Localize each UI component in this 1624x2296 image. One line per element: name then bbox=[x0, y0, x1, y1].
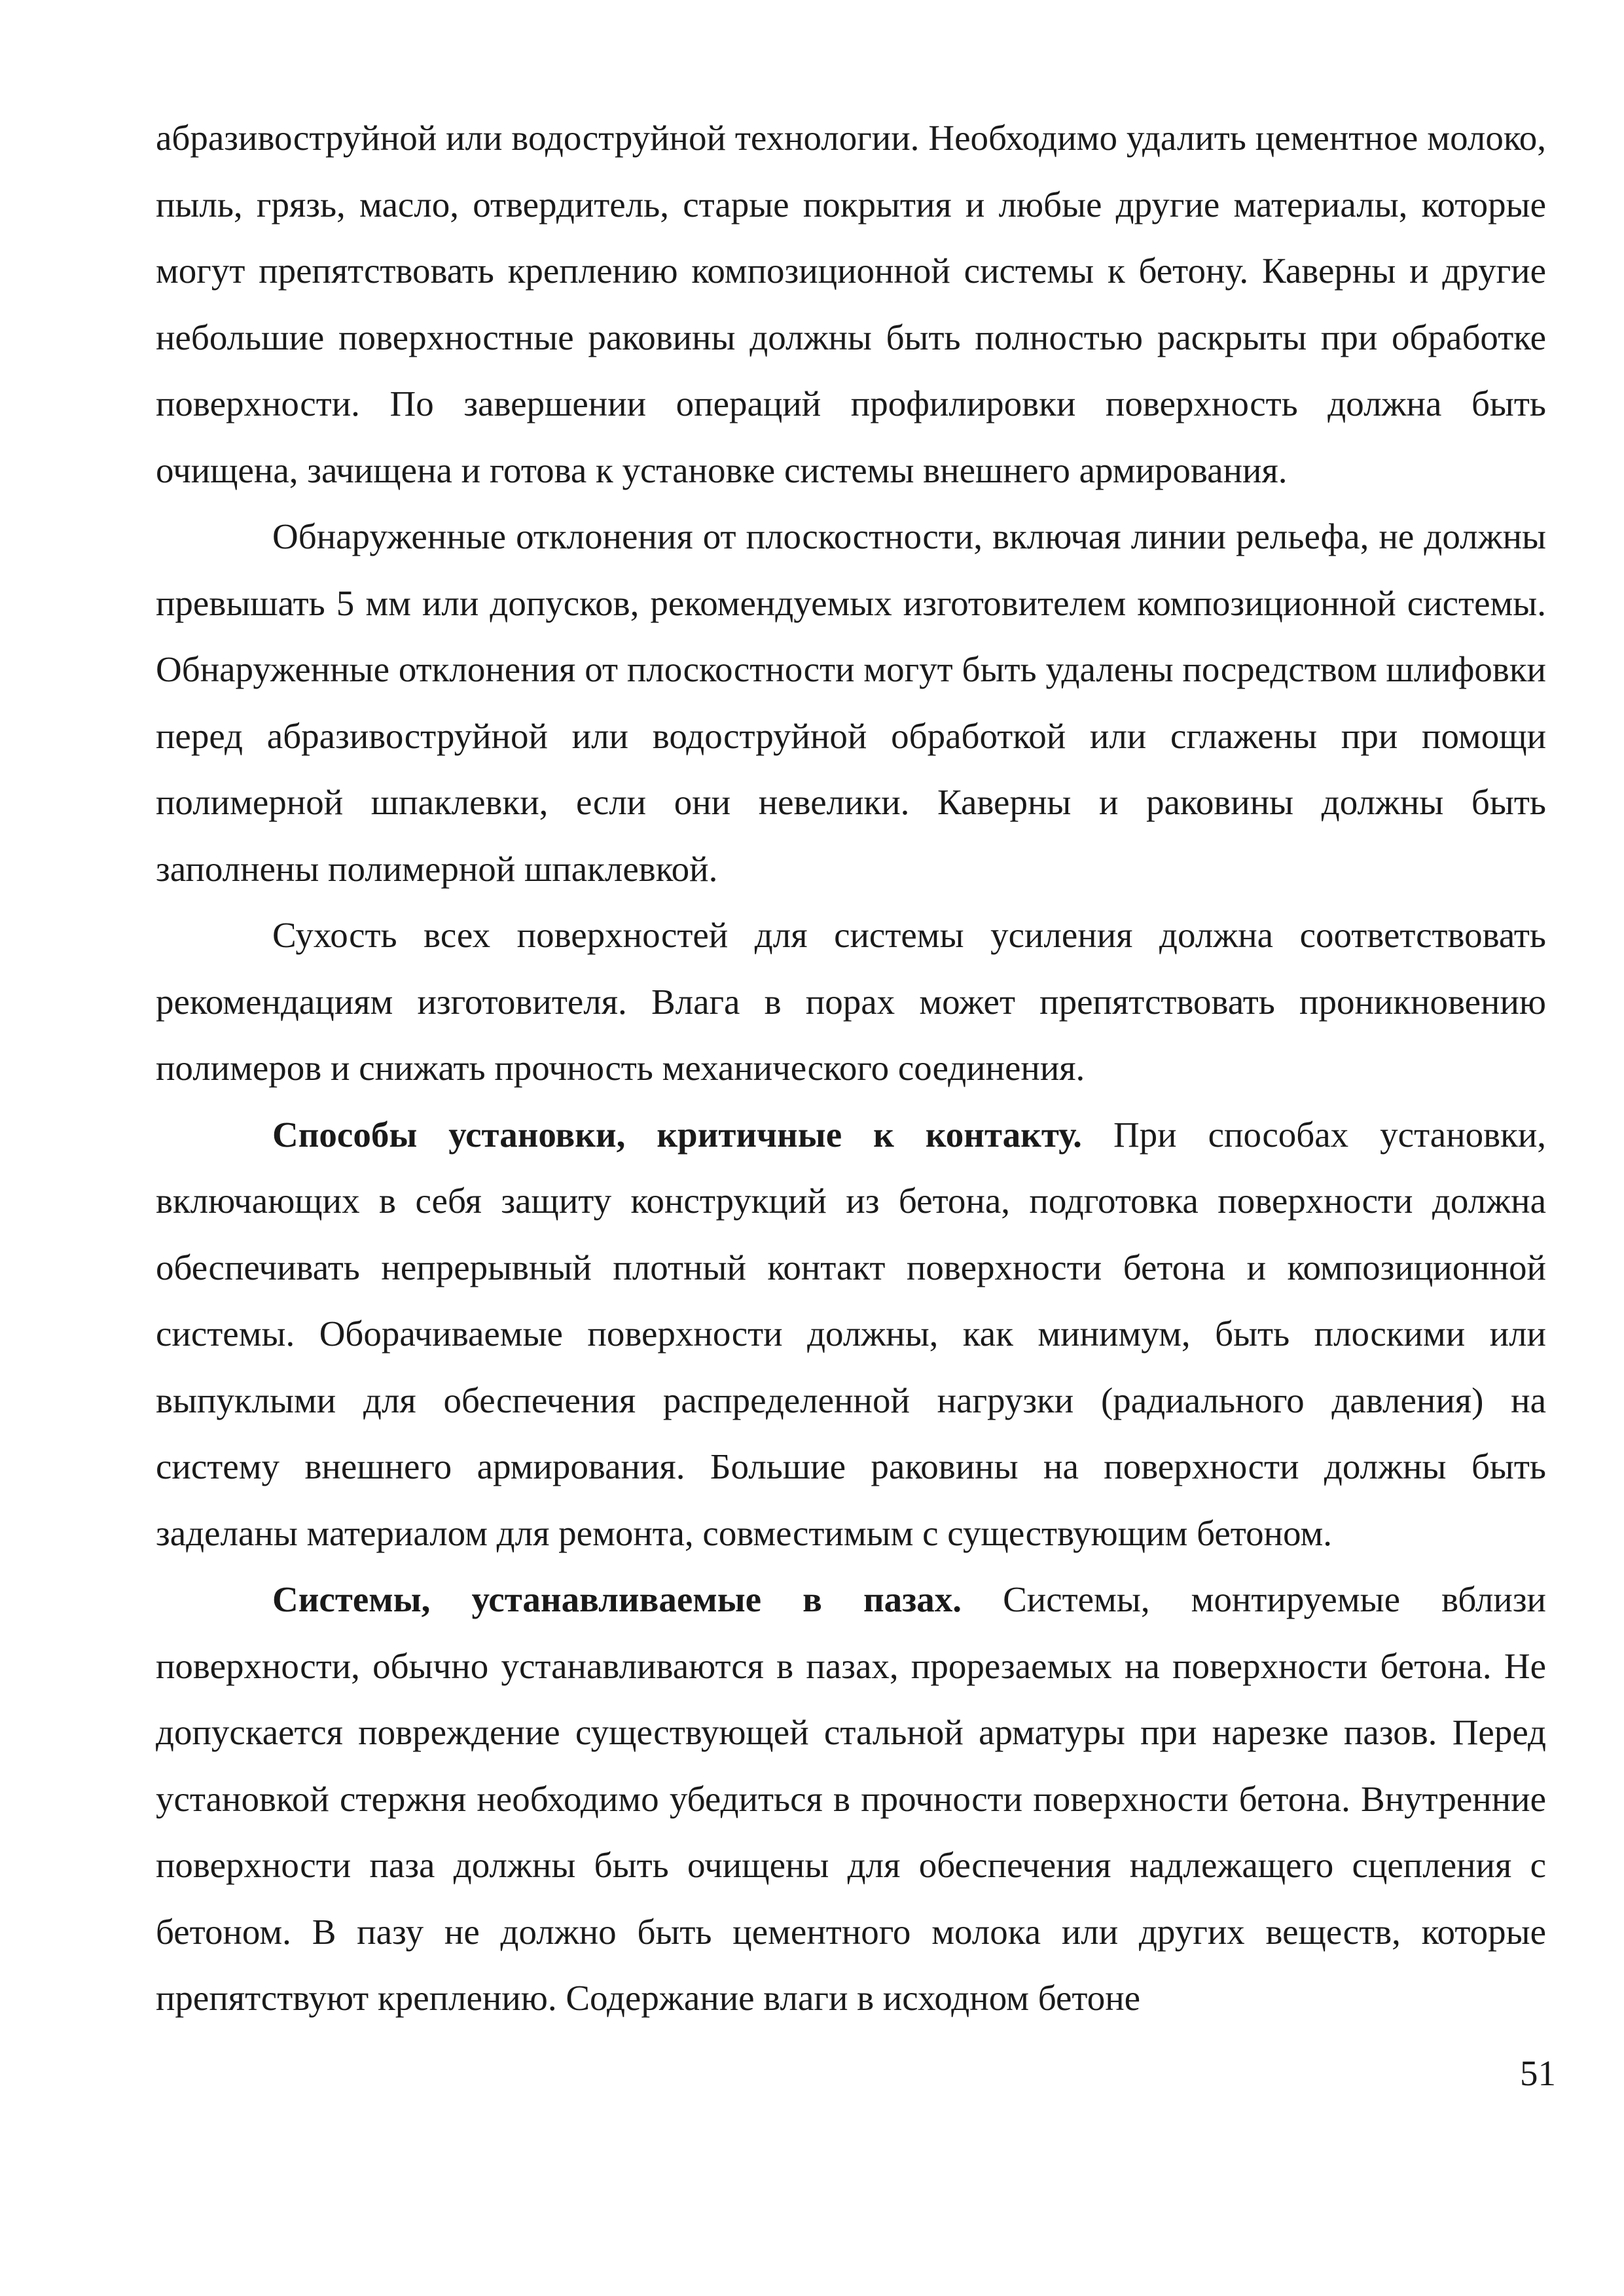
paragraph-surface-dryness bbox=[156, 902, 1546, 1102]
paragraph-groove-systems bbox=[156, 1566, 1546, 2032]
paragraph-text: абразивоструйной или водоструйной технологии. Необходимо удалить цементное молоко, пыль, грязь, масло, отвердитель, старые покрытия и любые другие материалы, которые могут препятствовать креплению композиционной системы к бетону. Каверны и другие небольшие поверхностные раковины должны быть полностью раскрыты при обработке поверхности. По завершении операций профилировки поверхность должна быть очищена, зачищена и готова к установке системы внешнего армирования. bbox=[156, 118, 1546, 490]
paragraph-flatness-deviations bbox=[156, 503, 1546, 902]
paragraph-text: Системы, монтируемые вблизи поверхности, обычно устанавливаются в пазах, прорезаемых на поверхности бетона. Не допускается повреждение существующей стальной арматуры при нарезке пазов. Перед установкой стержня необходимо убедиться в прочности поверхности бетона. Внутренние поверхности паза должны быть очищены для обеспечения надлежащего сцепления с бетоном. В пазу не должно быть цементного молока или других веществ, которые препятствуют креплению. Содержание влаги в исходном бетоне bbox=[156, 1579, 1546, 2018]
paragraph-heading: Системы, устанавливаемые в пазах. bbox=[272, 1579, 962, 1619]
page-number-text: 51 bbox=[1520, 2053, 1556, 2093]
paragraph-surface-preparation bbox=[156, 105, 1546, 503]
paragraph-text: Обнаруженные отклонения от плоскостности, включая линии рельефа, не должны превышать 5 мм или допусков, рекомендуемых изготовителем композиционной системы. Обнаруженные отклонения от плоскостности могут быть удалены посредством шлифовки перед абразивоструйной или водоструйной обработкой или сглажены при помощи полимерной шпаклевки, если они невелики. Каверны и раковины должны быть заполнены полимерной шпаклевкой. bbox=[156, 516, 1546, 889]
page-number bbox=[1520, 2053, 1556, 2093]
paragraph-contact-critical-methods bbox=[156, 1102, 1546, 1567]
paragraph-text: Сухость всех поверхностей для системы усиления должна соответствовать рекомендациям изготовителя. Влага в порах может препятствовать проникновению полимеров и снижать прочность механического соединения. bbox=[156, 915, 1546, 1088]
paragraph-text: При способах установки, включающих в себя защиту конструкций из бетона, подготовка поверхности должна обеспечивать непрерывный плотный контакт поверхности бетона и композиционной системы. Оборачиваемые поверхности должны, как минимум, быть плоскими или выпуклыми для обеспечения распределенной нагрузки (радиального давления) на систему внешнего армирования. Большие раковины на поверхности должны быть заделаны материалом для ремонта, совместимым с существующим бетоном. bbox=[156, 1114, 1547, 1553]
body-text bbox=[156, 105, 1546, 2032]
paragraph-heading: Способы установки, критичные к контакту. bbox=[272, 1114, 1082, 1155]
